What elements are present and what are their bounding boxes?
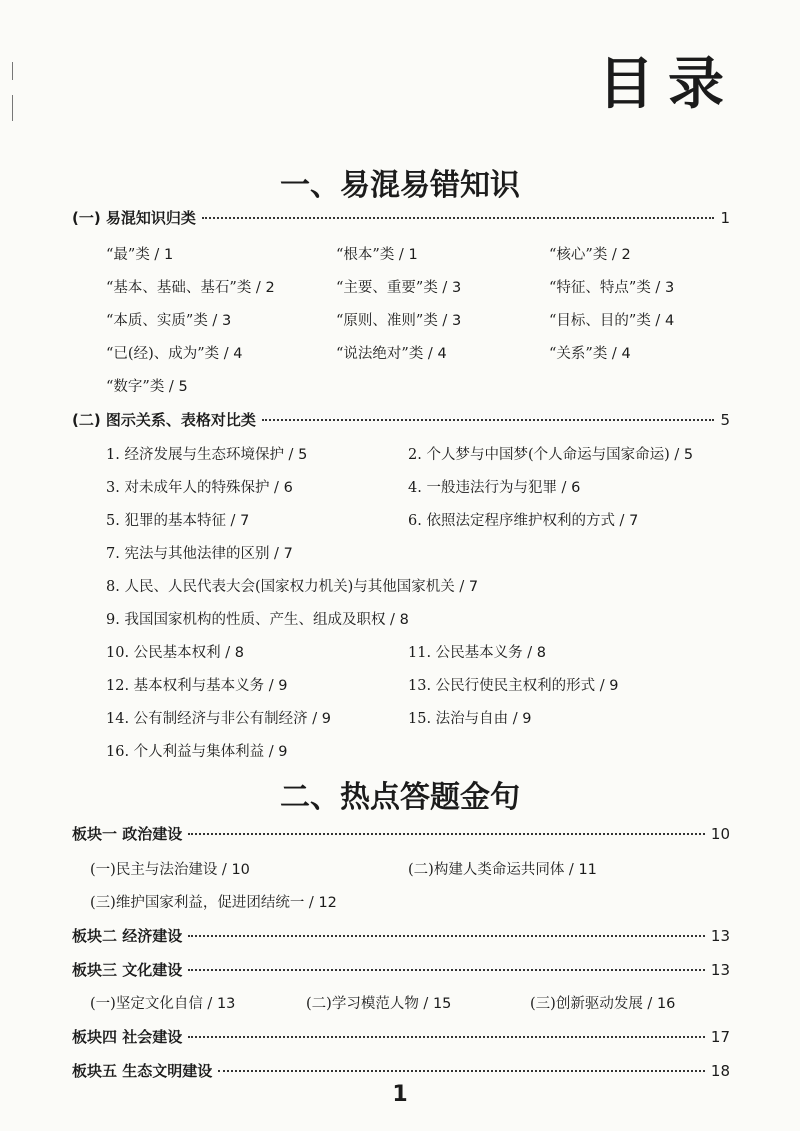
toc-entry[interactable]: 12. 基本权利与基本义务 / 9	[106, 678, 288, 694]
toc-entry[interactable]: 11. 公民基本义务 / 8	[408, 645, 547, 661]
leader-dots	[188, 1036, 705, 1038]
leader-dots	[188, 935, 705, 937]
toc-entry[interactable]: 7. 宪法与其他法律的区别 / 7	[106, 546, 293, 562]
toc-entry[interactable]: “最”类 / 1	[106, 247, 174, 263]
toc-entry[interactable]: (二)构建人类命运共同体 / 11	[408, 862, 597, 878]
toc-page: 13	[710, 961, 730, 979]
toc-entry[interactable]: “关系”类 / 4	[549, 346, 631, 362]
toc-entry[interactable]: 13. 公民行使民主权利的形式 / 9	[408, 678, 619, 694]
binding-mark	[12, 62, 13, 80]
toc-subsection[interactable]	[72, 1026, 730, 1047]
toc-label: 板块二 经济建设	[72, 927, 183, 945]
section-heading: 二、热点答题金句	[280, 780, 520, 815]
page-number: 1	[392, 1082, 408, 1107]
toc-entry[interactable]: 3. 对未成年人的特殊保护 / 6	[106, 480, 293, 496]
toc-entry[interactable]: (二)学习模范人物 / 15	[306, 996, 452, 1012]
toc-entry[interactable]: “数字”类 / 5	[106, 379, 188, 395]
leader-dots	[218, 1070, 705, 1072]
toc-entry[interactable]: 2. 个人梦与中国梦(个人命运与国家命运) / 5	[408, 447, 694, 463]
toc-entry[interactable]: 10. 公民基本权利 / 8	[106, 645, 245, 661]
toc-entry[interactable]: 15. 法治与自由 / 9	[408, 711, 532, 727]
toc-entry[interactable]: “特征、特点”类 / 3	[549, 280, 675, 296]
toc-entry[interactable]: “本质、实质”类 / 3	[106, 313, 232, 329]
toc-entry[interactable]: (三)创新驱动发展 / 16	[530, 996, 676, 1012]
toc-entry[interactable]: “目标、目的”类 / 4	[549, 313, 675, 329]
toc-entry[interactable]: 9. 我国国家机构的性质、产生、组成及职权 / 8	[106, 612, 409, 628]
toc-entry[interactable]: 16. 个人利益与集体利益 / 9	[106, 744, 288, 760]
page-title: 目录	[598, 52, 738, 117]
toc-subsection[interactable]	[72, 959, 730, 980]
toc-label: 板块一 政治建设	[72, 825, 183, 843]
toc-page: 17	[710, 1028, 730, 1046]
toc-entry[interactable]: “已(经)、成为”类 / 4	[106, 346, 243, 362]
toc-entry[interactable]: (一)民主与法治建设 / 10	[90, 862, 250, 878]
section-heading: 一、易混易错知识	[280, 168, 520, 203]
leader-dots	[202, 217, 715, 219]
toc-entry[interactable]: 8. 人民、人民代表大会(国家权力机关)与其他国家机关 / 7	[106, 579, 479, 595]
toc-subsection[interactable]	[72, 409, 730, 430]
toc-subsection[interactable]	[72, 823, 730, 844]
toc-entry[interactable]: “说法绝对”类 / 4	[336, 346, 447, 362]
toc-page: 5	[720, 411, 730, 429]
toc-entry[interactable]: (一)坚定文化自信 / 13	[90, 996, 236, 1012]
toc-subsection[interactable]	[72, 207, 730, 228]
toc-entry[interactable]: 6. 依照法定程序维护权利的方式 / 7	[408, 513, 639, 529]
toc-entry[interactable]: 5. 犯罪的基本特征 / 7	[106, 513, 250, 529]
toc-entry[interactable]: 1. 经济发展与生态环境保护 / 5	[106, 447, 308, 463]
leader-dots	[262, 419, 715, 421]
toc-label: (二) 图示关系、表格对比类	[72, 411, 256, 429]
toc-entry[interactable]: 14. 公有制经济与非公有制经济 / 9	[106, 711, 332, 727]
toc-subsection[interactable]	[72, 1060, 730, 1081]
toc-page: 18	[710, 1062, 730, 1080]
toc-label: 板块三 文化建设	[72, 961, 183, 979]
toc-page: 13	[710, 927, 730, 945]
binding-mark	[12, 95, 13, 121]
leader-dots	[188, 969, 705, 971]
toc-entry[interactable]: “根本”类 / 1	[336, 247, 418, 263]
toc-page: 1	[720, 209, 730, 227]
leader-dots	[188, 833, 705, 835]
toc-entry[interactable]: 4. 一般违法行为与犯罪 / 6	[408, 480, 581, 496]
toc-entry[interactable]: “核心”类 / 2	[549, 247, 631, 263]
toc-page: 10	[710, 825, 730, 843]
toc-entry[interactable]: “原则、准则”类 / 3	[336, 313, 462, 329]
toc-label: (一) 易混知识归类	[72, 209, 196, 227]
toc-entry[interactable]: “基本、基础、基石”类 / 2	[106, 280, 275, 296]
toc-entry[interactable]: “主要、重要”类 / 3	[336, 280, 462, 296]
toc-label: 板块五 生态文明建设	[72, 1062, 213, 1080]
toc-entry[interactable]: (三)维护国家利益，促进团结统一 / 12	[90, 895, 337, 911]
toc-label: 板块四 社会建设	[72, 1028, 183, 1046]
toc-subsection[interactable]	[72, 925, 730, 946]
